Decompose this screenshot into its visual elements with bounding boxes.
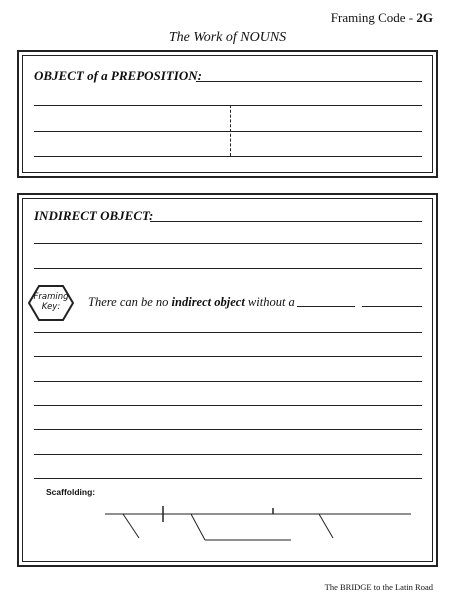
preposition-line-2 [34,131,422,132]
indirect-heading: INDIRECT OBJECT: [34,208,154,223]
framing-key-sentence-bold: indirect object [171,295,245,309]
framing-key-sentence-end: without a [244,295,295,309]
indirect-line-8 [34,454,422,455]
framing-code [331,10,433,26]
page-title: The Work of NOUNS [168,30,287,45]
preposition-line-1 [34,105,422,106]
preposition-line-3 [34,156,422,157]
indirect-heading-line [150,221,422,222]
framing-key-sentence [88,295,295,310]
indirect-line-4 [34,356,422,357]
preposition-heading: OBJECT of a PREPOSITION: [34,68,202,83]
indirect-line-9 [34,478,422,479]
preposition-divider-dashed [230,105,231,156]
diagram-slant-3 [319,514,333,538]
framing-code-value: 2G [416,10,433,25]
scaffolding-label: Scaffolding: [46,487,96,497]
framing-key-blank-1 [297,306,355,307]
indirect-line-7 [34,429,422,430]
indirect-line-2 [34,268,422,269]
indirect-line-6 [34,405,422,406]
framing-key-badge-line2: Key: [41,302,61,312]
diagram-slant-1 [123,514,139,538]
framing-key-sentence-start: There can be no [88,295,172,309]
indirect-line-3 [34,332,422,333]
scaffolding-diagram [95,500,415,550]
indirect-line-5 [34,381,422,382]
framing-key-badge-text [28,292,74,312]
diagram-slant-2 [191,514,205,540]
framing-code-label: Framing Code - [330,10,417,25]
framing-key-badge-line1: Framing [33,292,69,302]
framing-key-blank-2 [362,306,422,307]
footer-text: The BRIDGE to the Latin Road [324,582,433,592]
indirect-line-1 [34,243,422,244]
preposition-heading-line [196,81,422,82]
